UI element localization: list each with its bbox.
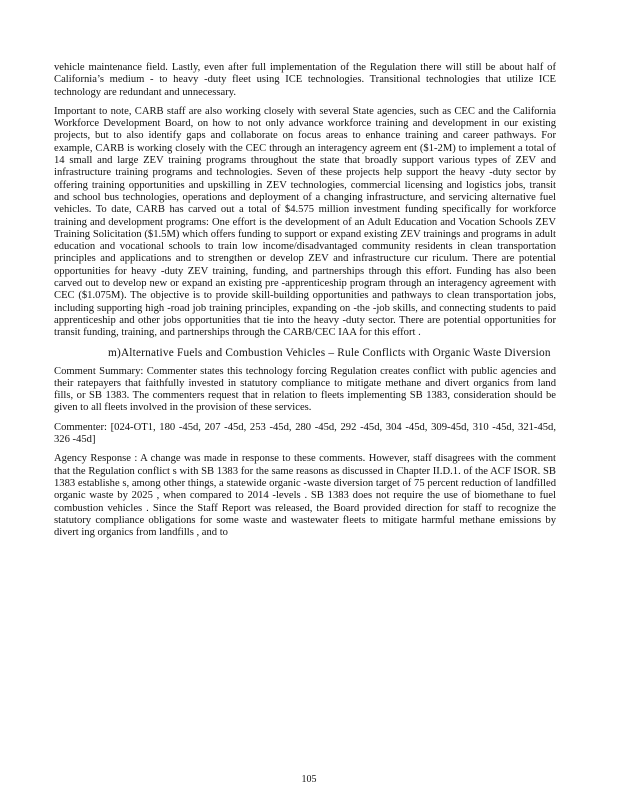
paragraph-workforce-training: Important to note, CARB staff are also working closely with several State agencies, such as CEC and the California Workforce Development Board, on how to not only advance workforce training and development in our existing projects, but to also identify gaps and collaborate on focus areas to enhance training and career pathways. For example, CARB is working closely with the CEC through an interagency agreem ent ($1-2M) to implement a total of 14 small and large ZEV training programs throughout the state that broadly support various types of ZEV and infrastructure training programs and technologies. Seven of these projects help support the heavy -duty sector by offering training opportunities and upskilling in ZEV technologies, commercial licensing and logistics jobs, transit and school bus technologies, operations and deployment of a changing infrastructure, and servicing alternative fuel vehicles. To date, CARB has carved out a total of $4.575 million investment funding specifically for workforce training and development programs: One effort is the development of an Adult Education and Vocation Schools ZEV Training Solicitation ($1.5M) which offers funding to support or expand existing ZEV trainings and programs in adult education and vocational schools to train low income/disadvantaged community residents in clean transportation principles and applications and to strengthen or develop ZEV and infrastructure cur riculum. There are potential opportunities for heavy -duty ZEV training, funding, and partnerships through this effort. Funding has also been carved out to develop new or expand an existing pre -apprenticeship program through an interagency agreement with CEC ($1.075M). The objective is to provide skill-building opportunities and pathways to clean transportation jobs, including supporting high -road job training principles, expanding on -the -job skills, and connecting students to paid apprenticeship and other jobs opportunities that tie into the heavy -duty sector. There are potential opportunities for transit funding, training, and partnerships through the CARB/CEC IAA for this effort . <box>54 105 556 339</box>
paragraph-agency-response: Agency Response : A change was made in response to these comments. However, staff disagrees with the comment that the Regulation conflict s with SB 1383 for the same reasons as discussed in Chapter II.D.1. of the ACF ISOR. SB 1383 establishe s, among other things, a statewide organic -waste diversion target of 75 percent reduction of landfilled organic waste by 2025 , when compared to 2014 -levels . SB 1383 does not require the use of biomethane to fuel combustion vehicles . Since the Staff Report was released, the Board provided direction for staff to recognize the statutory compliance obligations for some waste and wastewater fleets to mitigate harmful methane emissions by divert ing organics from landfills , and to <box>54 453 556 539</box>
paragraph-vehicle-maintenance: vehicle maintenance field. Lastly, even after full implementation of the Regulation there will still be about half of California’s medium - to heavy -duty fleet using ICE technologies. Transitional technologies that utilize ICE technology are redundant and unnecessary. <box>54 62 556 98</box>
paragraph-comment-summary: Comment Summary: Commenter states this technology forcing Regulation creates conflict with public agencies and their ratepayers that faithfully invested in statutory compliance to mitigate methane and divert organics from land fills, or SB 1383. The commenters request that in relation to fleets implementing SB 1383, consideration should be given to all fleets involved in the provision of these services. <box>54 365 556 414</box>
document-page <box>54 62 556 546</box>
section-heading: m)Alternative Fuels and Combustion Vehicles – Rule Conflicts with Organic Waste Diversion <box>108 346 551 359</box>
paragraph-commenter-list: Commenter: [024-OT1, 180 -45d, 207 -45d, 253 -45d, 280 -45d, 292 -45d, 304 -45d, 309-45d, 310 -45d, 321-45d, 326 -45d] <box>54 421 556 446</box>
page-number: 105 <box>301 774 317 785</box>
